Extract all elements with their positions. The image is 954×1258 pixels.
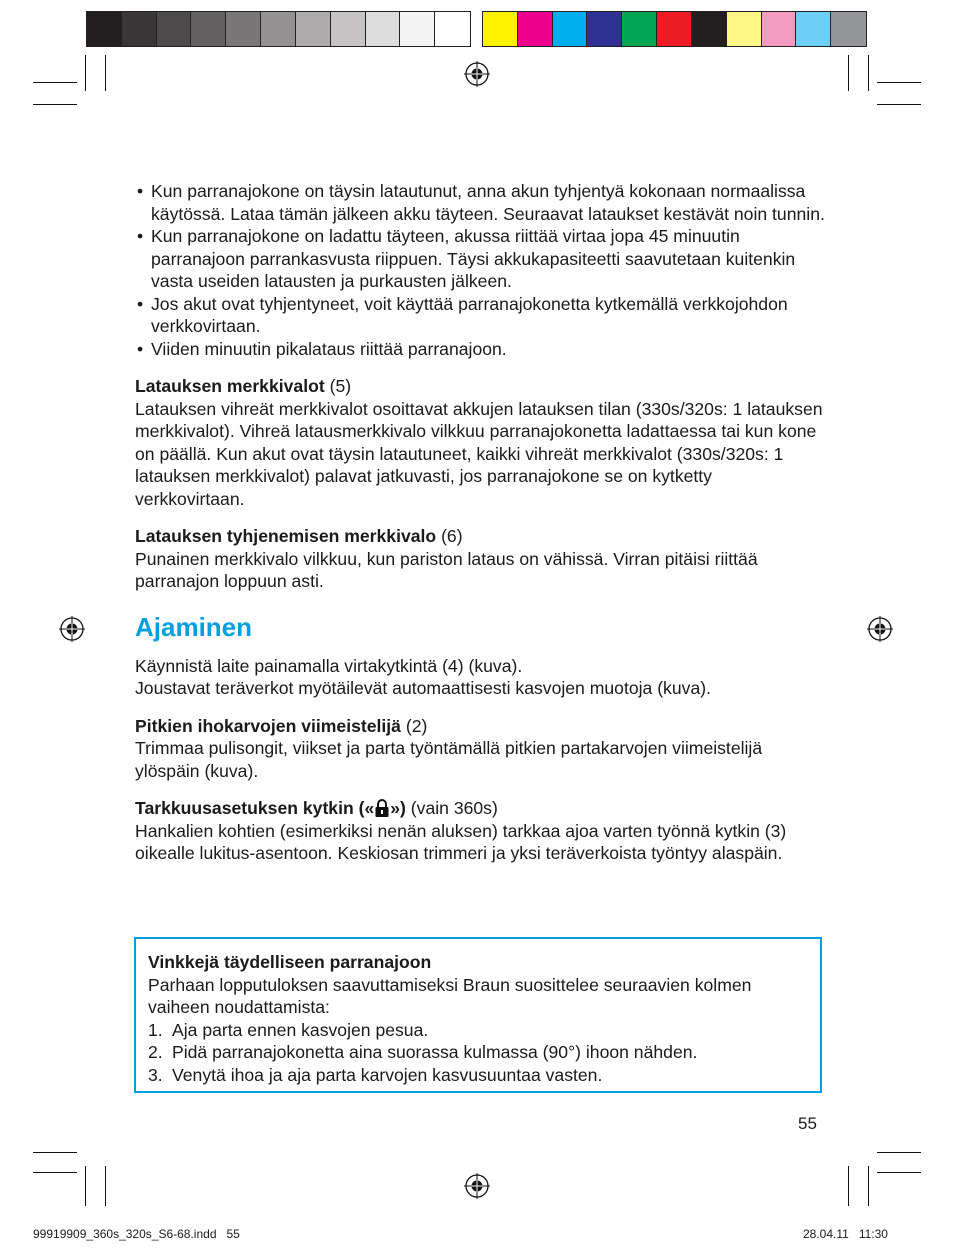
charge-lights-section [135,375,825,510]
footer-datetime: 28.04.11 11:30 [803,1227,888,1241]
color-swatch [518,12,553,46]
color-swatch [157,12,192,46]
trimmer-heading: Pitkien ihokarvojen viimeistelijä [135,715,401,736]
precision-heading-pre: Tarkkuusasetuksen kytkin (« [135,798,375,818]
step-number: 1. [148,1019,163,1040]
charge-lights-heading: Latauksen merkkivalot [135,376,325,396]
step-text: Aja parta ennen kasvojen pesua. [172,1019,429,1040]
footer-file-info: 99919909_360s_320s_S6-68.indd 55 [33,1227,240,1241]
crop-mark [105,1166,106,1206]
crop-mark [877,1152,921,1153]
step-number: 3. [148,1064,163,1085]
process-color-bar [482,11,867,47]
precision-body: Hankalien kohtien (esimerkiksi nenän aluksen) tarkkaa ajoa varten työnnä kytkin (3) oikealle lukitus-asentoon. Keskiosan trimmeri ja yksi teräverkoista työntyy alaspäin. [135,820,787,863]
list-item: • Kun parranajokone on täysin latautunut, anna akun tyhjentyä kokonaan normaalissa käytössä. Lataa tämän jälkeen akku täyteen. Seuraavat lataukset kestävät noin tunnin. [135,180,825,225]
padlock-icon [374,798,390,818]
trimmer-body: Trimmaa pulisongit, viikset ja parta työntämällä pitkien partakarvojen viimeistelijä ylöspäin (kuva). [135,738,763,781]
color-swatch [796,12,831,46]
tips-intro: Parhaan lopputuloksen saavuttamiseksi Braun suosittelee seuraavien kolmen vaiheen noudattamista: [148,974,752,1017]
precision-section [135,797,825,865]
step-number: 2. [148,1042,163,1062]
color-swatch [727,12,762,46]
page-number: 55 [798,1114,817,1133]
color-swatch [483,12,518,46]
charging-notes-list [135,180,825,360]
crop-mark [877,82,921,83]
color-swatch [296,12,331,46]
crop-mark [877,104,921,105]
list-item [148,1064,808,1087]
crop-mark [33,1152,77,1153]
crop-mark [105,55,106,91]
tips-box [134,937,822,1093]
page-content [135,180,825,865]
color-swatch [122,12,157,46]
color-swatch [692,12,727,46]
grayscale-color-bar [86,11,471,47]
color-swatch [762,12,797,46]
color-swatch [400,12,435,46]
registration-mark-icon [464,1173,490,1199]
intro-line: Joustavat teräverkot myötäilevät automaattisesti kasvojen muotoja (kuva). [135,678,711,698]
color-swatch [331,12,366,46]
intro-line: Käynnistä laite painamalla virtakytkintä (4) (kuva). [135,655,523,676]
color-swatch [87,12,122,46]
step-text: Pidä parranajokonetta aina suorassa kulmassa (90°) ihoon nähden. [172,1042,698,1062]
color-swatch [831,12,866,46]
low-charge-body: Punainen merkkivalo vilkkuu, kun pariston lataus on vähissä. Virran pitäisi riittää parranajon loppuun asti. [135,548,758,591]
section-title: Ajaminen [135,611,253,642]
color-swatch [553,12,588,46]
step-text: Venytä ihoa ja aja parta karvojen kasvusuuntaa vasten. [172,1064,603,1085]
intro-section [135,655,825,700]
color-swatch [622,12,657,46]
crop-mark [848,55,849,91]
low-charge-section [135,525,825,593]
color-swatch [261,12,296,46]
precision-heading-post: ») [390,798,406,818]
crop-mark [33,1172,77,1173]
color-swatch [587,12,622,46]
tips-steps-list [148,1019,808,1087]
trimmer-ref: (2) [400,715,428,736]
registration-mark-icon [59,616,85,642]
color-swatch [366,12,401,46]
charge-lights-body: Latauksen vihreät merkkivalot osoittavat akkujen latauksen tilan (330s/320s: 1 latauksen merkkivalot). Vihreä latausmerkkivalo vilkkuu parranajokonetta ladattaessa tai kun kone on päällä. Kun akut ovat täysin latautuneet, kaikki vihreät merkkivalot (330s/320s: 1 latauksen merkkivalot) palavat jatkuvasti, jos parranajokone se on kytketty verkkovirtaan. [135,398,823,509]
trimmer-section [135,715,825,783]
list-item: • Viiden minuutin pikalataus riittää parranajoon. [135,338,825,361]
crop-mark [85,1166,86,1206]
crop-mark [33,104,77,105]
color-swatch [435,12,470,46]
crop-mark [33,82,77,83]
tips-title: Vinkkejä täydelliseen parranajoon [148,952,432,972]
charge-lights-ref: (5) [324,376,352,396]
color-swatch [226,12,261,46]
low-charge-ref: (6) [436,526,463,546]
crop-mark [877,1172,921,1173]
crop-mark [85,55,86,91]
color-swatch [191,12,226,46]
crop-mark [868,55,869,91]
low-charge-heading: Latauksen tyhjenemisen merkkivalo [135,526,437,546]
list-item: • Kun parranajokone on ladattu täyteen, akussa riittää virtaa jopa 45 minuutin parranajoon parrankasvusta riippuen. Täysi akkukapasiteetti saavutetaan kuitenkin vasta useiden latausten ja purkausten jälkeen. [135,225,825,293]
list-item [148,1041,808,1064]
list-item: • Jos akut ovat tyhjentyneet, voit käyttää parranajokonetta kytkemällä verkkojohdon verkkovirtaan. [135,293,825,338]
crop-mark [868,1166,869,1206]
registration-mark-icon [464,61,490,87]
precision-ref: (vain 360s) [405,798,498,818]
crop-mark [848,1166,849,1206]
color-swatch [657,12,692,46]
list-item [148,1019,808,1042]
registration-mark-icon [867,616,893,642]
